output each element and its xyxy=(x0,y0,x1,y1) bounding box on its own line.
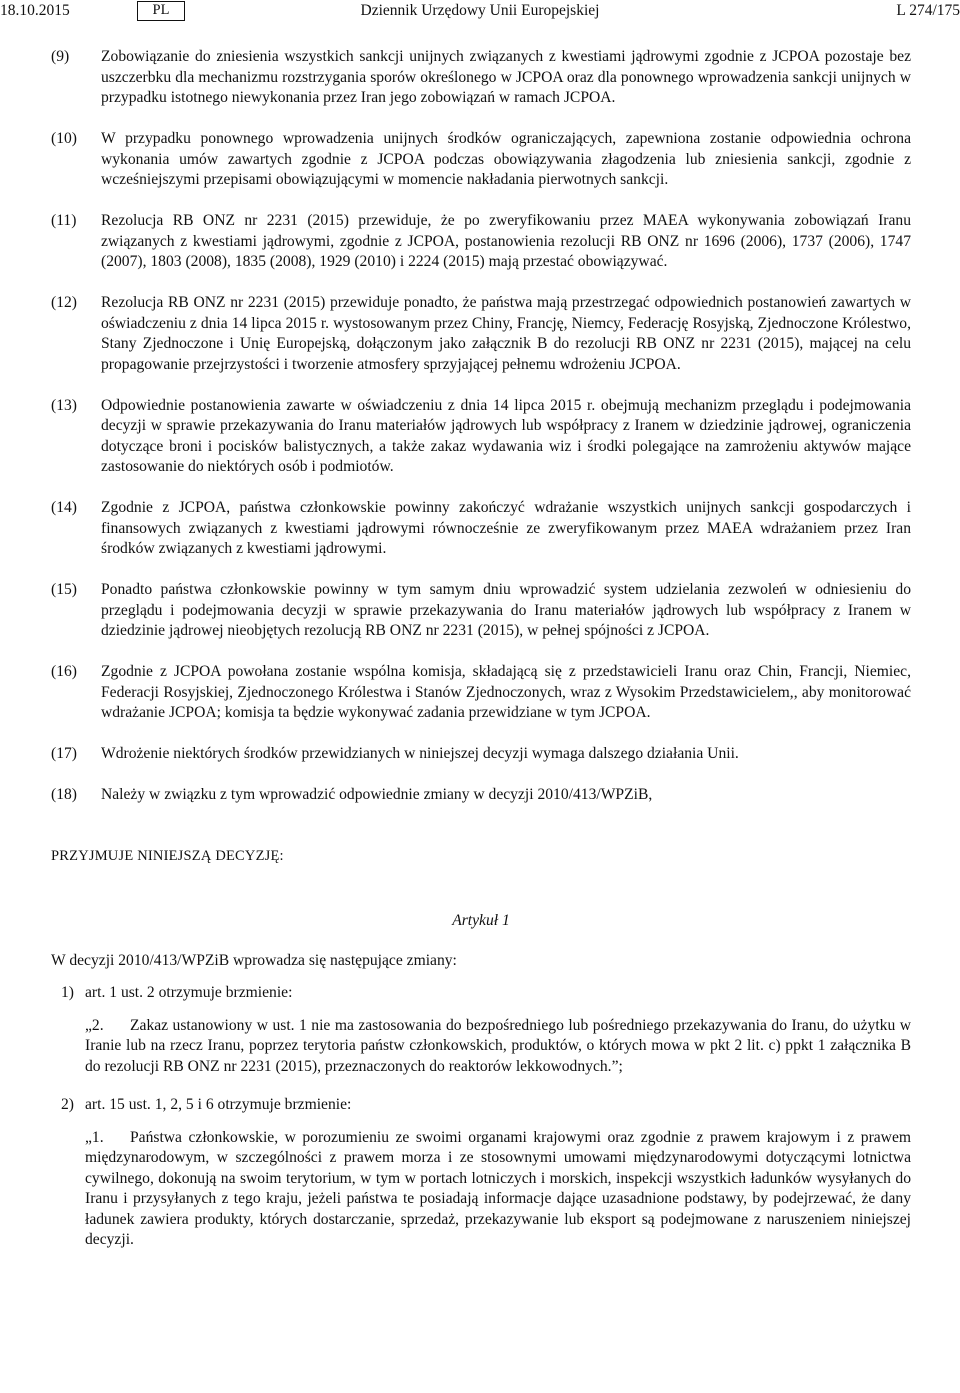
amendment-item xyxy=(51,983,911,1004)
recital-number: (10) xyxy=(51,130,77,147)
page-reference: L 274/175 xyxy=(896,2,960,19)
recital-text: Ponadto państwa członkowskie powinny w tym samym dniu wprowadzić system udzielania zezwoleń w odniesieniu do przeglądu i podejmowania decyzji w sprawie przekazywania do Iranu materiałów jądrowych lub współpracy z Iranem w dziedzinie jądrowej nieobjętych rezolucją RB ONZ nr 2231 (2015), w pełnej spójności z JCPOA. xyxy=(101,581,911,639)
recital xyxy=(51,785,911,806)
recital xyxy=(51,293,911,375)
recital xyxy=(51,744,911,765)
amendment-quote xyxy=(51,1016,911,1078)
article-intro: W decyzji 2010/413/WPZiB wprowadza się następujące zmiany: xyxy=(51,951,457,969)
recital-number: (15) xyxy=(51,581,77,598)
recital xyxy=(51,396,911,478)
quote-number: „1. xyxy=(85,1128,104,1146)
recital-number: (16) xyxy=(51,663,77,680)
document-body xyxy=(51,47,911,1251)
recital-text: Zobowiązanie do zniesienia wszystkich sankcji unijnych związanych z kwestiami jądrowymi zgodnie z JCPOA pozostaje bez uszczerbku dla mechanizmu rozstrzygania sporów określonego w JCPOA oraz dla ponownego wprowadzenia sankcji unijnych w przypadku istotnego niewykonania przez Iran jego zobowiązań w ramach JCPOA. xyxy=(101,48,911,106)
quote-text: Państwa członkowskie, w porozumieniu ze swoimi organami krajowymi oraz zgodnie z prawem krajowym i z prawem międzynarodowym, w szczególności z prawem morza i ze stosownymi umowami międzynarodowymi dotyczącymi lotnictwa cywilnego, dokonują na swoim terytorium, w tym w portach lotniczych i morskich, inspekcji wszystkich ładunków wysyłanych do Iranu i przysyłanych z tego kraju, jeżeli państwa te posiadają informacje dające uzasadnione podstawy, by podejrzewać, że dany ładunek zawiera produkty, których dostarczanie, sprzedaż, przekazywanie lub eksport są podejmowane z naruszeniem niniejszej decyzji. xyxy=(85,1128,911,1248)
language-badge: PL xyxy=(137,1,185,21)
amendment-label: art. 1 ust. 2 otrzymuje brzmienie: xyxy=(85,984,293,1001)
article-title: Artykuł 1 xyxy=(452,912,510,929)
quote-text: Zakaz ustanowiony w ust. 1 nie ma zastosowania do bezpośredniego lub pośredniego przekazywania do Iranu, do użytku w Iranie lub na rzecz Iranu, poprzez terytoria państw członkowskich, produktów, o których mowa w pkt 2 lit. c) ppkt 1 załącznika B do rezolucji RB ONZ nr 2231 (2015), przeznaczonych do reaktorów lekkowodnych.”; xyxy=(85,1016,911,1075)
recital-text: Rezolucja RB ONZ nr 2231 (2015) przewiduje ponadto, że państwa mają przestrzegać odpowiednich postanowień zawartych w oświadczeniu z dnia 14 lipca 2015 r. wystosowanym przez Chiny, Francję, Niemcy, Federację Rosyjską, Zjednoczone Królestwo, Stany Zjednoczone i Unię Europejską, dołączonym jako załącznik B do rezolucji RB ONZ nr 2231 (2015), mającej na celu propagowanie przejrzystości i tworzenie atmosfery sprzyjającej pełnemu wdrożeniu JCPOA. xyxy=(101,294,911,373)
recital-number: (17) xyxy=(51,745,77,762)
amendment-number: 2) xyxy=(61,1096,74,1113)
recital xyxy=(51,129,911,191)
recitals-list xyxy=(51,47,911,806)
quote-number: „2. xyxy=(85,1016,104,1034)
recital-number: (14) xyxy=(51,499,77,516)
recital xyxy=(51,211,911,273)
recital-text: Wdrożenie niektórych środków przewidzianych w niniejszej decyzji wymaga dalszego działania Unii. xyxy=(101,745,739,762)
amendment-number: 1) xyxy=(61,984,74,1001)
enacting-formula: PRZYJMUJE NINIEJSZĄ DECYZJĘ: xyxy=(51,847,284,864)
amendment-label: art. 15 ust. 1, 2, 5 i 6 otrzymuje brzmienie: xyxy=(85,1096,352,1113)
recital-text: W przypadku ponownego wprowadzenia unijnych środków ograniczających, zapewniona zostanie odpowiednia ochrona wykonania umów zawartych zgodnie z JCPOA podczas obowiązywania złagodzenia lub zniesienia sankcji, zgodnie z wcześniejszymi przepisami obowiązującymi w momencie nakładania pierwotnych sankcji. xyxy=(101,130,911,188)
recital xyxy=(51,580,911,642)
recital-number: (18) xyxy=(51,786,77,803)
recital-text: Należy w związku z tym wprowadzić odpowiednie zmiany w decyzji 2010/413/WPZiB, xyxy=(101,786,653,803)
recital xyxy=(51,498,911,560)
recital-text: Zgodnie z JCPOA, państwa członkowskie powinny zakończyć wdrażanie wszystkich unijnych sankcji gospodarczych i finansowych związanych z kwestiami jądrowymi równocześnie ze zweryfikowanym przez MAEA wdrażaniem przez Iran środków związanych z kwestiami jądrowymi. xyxy=(101,499,911,557)
recital-text: Odpowiednie postanowienia zawarte w oświadczeniu z dnia 14 lipca 2015 r. obejmują mechanizm przeglądu i podejmowania decyzji w sprawie przekazywania do Iranu materiałów jądrowych lub współpracy z Iranem w dziedzinie jądrowej, ograniczenia dotyczące broni i pocisków balistycznych, a także zakaz wydawania wiz i środki polegające na zamrożeniu aktywów mające zastosowanie do niektórych osób i podmiotów. xyxy=(101,396,911,475)
recital-number: (9) xyxy=(51,48,70,65)
recital-number: (11) xyxy=(51,212,77,229)
publication-date: 18.10.2015 xyxy=(0,2,70,19)
recital xyxy=(51,662,911,724)
recital-text: Zgodnie z JCPOA powołana zostanie wspólna komisja, składającą się z przedstawicieli Iranu oraz Chin, Francji, Niemiec, Federacji Rosyjskiej, Zjednoczonego Królestwa i Stanów Zjednoczonych, wraz z Wysokim Przedstawicielem,, aby monitorować wdrażanie JCPOA; komisja ta będzie wykonywać zadania przewidziane w tym JCPOA. xyxy=(101,663,911,721)
recital-text: Rezolucja RB ONZ nr 2231 (2015) przewiduje, że po zweryfikowaniu przez MAEA wykonywania zobowiązań Iranu związanych z kwestiami jądrowymi, zgodnie z JCPOA, postanowienia rezolucji RB ONZ nr 1696 (2006), 1737 (2006), 1747 (2007), 1803 (2008), 1835 (2008), 1929 (2010) i 2224 (2015) mają przestać obowiązywać. xyxy=(101,212,911,270)
journal-title: Dziennik Urzędowy Unii Europejskiej xyxy=(360,2,600,19)
page-header xyxy=(0,0,960,22)
amendment-quote xyxy=(51,1128,911,1251)
recital xyxy=(51,47,911,109)
recital-number: (13) xyxy=(51,396,77,414)
recital-number: (12) xyxy=(51,294,77,311)
amendment-item xyxy=(51,1095,911,1116)
